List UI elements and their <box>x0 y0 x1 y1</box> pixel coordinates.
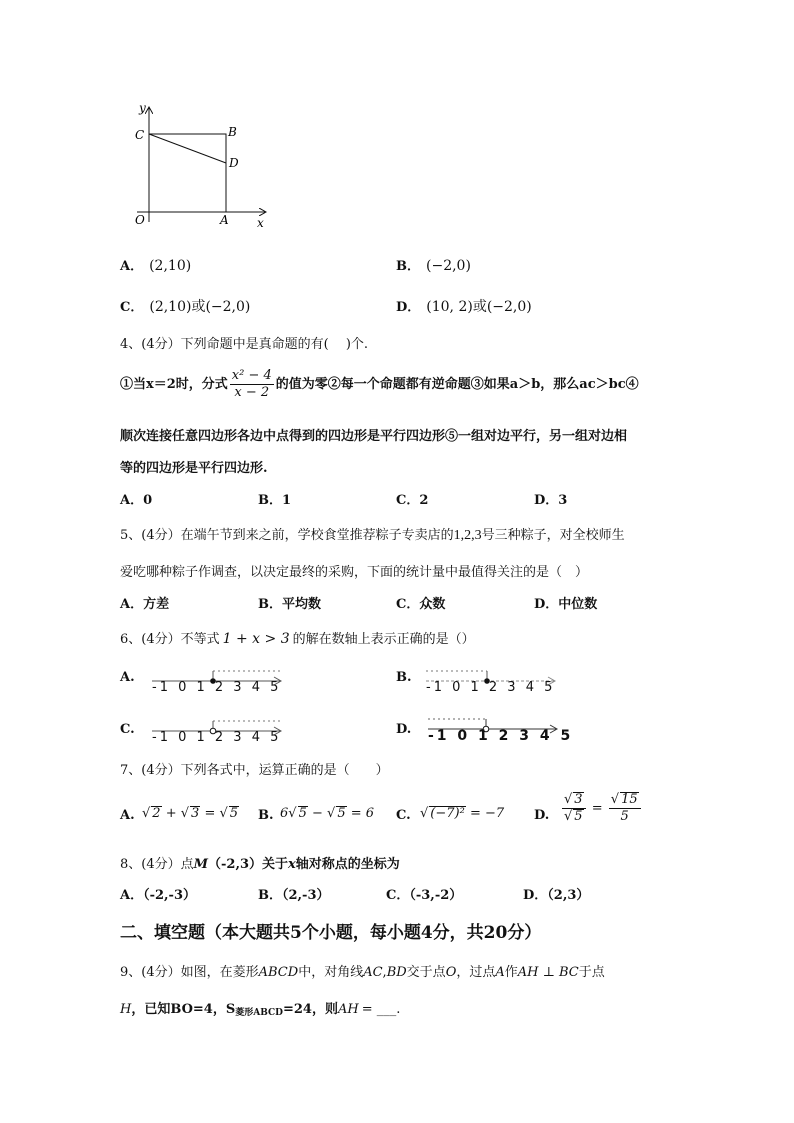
q7-letter-b: B. <box>258 808 274 823</box>
label-c: C <box>135 128 145 142</box>
q6-numberline-c: -1 0 1 2 3 4 5 <box>152 718 287 748</box>
q9-line2: H，已知BO=4，S菱形ABCD=24，则AH = ___. <box>120 1002 401 1018</box>
q3-option-c: C． (2,10)或(−2,0) <box>120 299 251 315</box>
q4-option-d: D．3 <box>534 493 568 508</box>
q3-option-d: D． (10, 2)或(−2,0) <box>396 299 532 315</box>
q5-option-d: D．中位数 <box>534 597 598 612</box>
q7-expr-d: $\frac{√ 3}{√ 5}$ = $\frac{√ 15}{5}$ <box>560 792 643 825</box>
q4-option-a: A．0 <box>120 493 153 508</box>
q4-line3: 等的四边形是平行四边形. <box>120 461 268 476</box>
q4-option-c: C．2 <box>396 493 429 508</box>
q8-option-a: A．（-2,-3） <box>120 888 196 903</box>
q6-numberline-a: -1 0 1 2 3 4 5 <box>152 668 287 698</box>
q6-letter-a: A. <box>120 670 135 685</box>
segment-CD <box>149 134 226 163</box>
q4-option-b: B．1 <box>258 493 292 508</box>
label-y: y <box>139 101 146 115</box>
q6-letter-c: C. <box>120 722 135 737</box>
q6-letter-b: B. <box>396 670 412 685</box>
q3-option-a: A． (2,10) <box>120 258 192 274</box>
q7-letter-a: A. <box>120 808 135 823</box>
q8-option-d: D．（2,3） <box>523 888 590 903</box>
q4-line1: ①当x＝2时，分式 $\frac{\text{x² − 4}}{x - 2}$ 的值为零②每一个命题都有逆命题③如果a＞b，那么ac＞bc④ <box>120 368 639 400</box>
q7-expr-a: √ 2 + √ 3 = √ 5 <box>142 806 239 821</box>
q5-option-a: A．方差 <box>120 597 170 612</box>
label-o: O <box>135 213 145 227</box>
q3-option-b: B． (−2,0) <box>396 258 471 274</box>
q8-option-c: C．（-3,-2） <box>386 888 463 903</box>
q7-letter-c: C. <box>396 808 411 823</box>
q4-stem: 4、(4分）下列命题中是真命题的有( )个. <box>120 337 369 352</box>
q8-stem: 8、(4分）点M（-2,3）关于x轴对称点的坐标为 <box>120 857 400 872</box>
q4-line2: 顺次连接任意四边形各边中点得到的四边形是平行四边形⑤一组对边平行，另一组对边相 <box>120 429 628 444</box>
coordinate-figure <box>125 100 275 230</box>
q7-expr-c: √ (−7)² = −7 <box>420 806 505 821</box>
label-b: B <box>228 125 237 139</box>
q7-letter-d: D. <box>534 808 550 823</box>
q7-stem: 7、(4分）下列各式中，运算正确的是（ ） <box>120 763 389 778</box>
q5-option-b: B．平均数 <box>258 597 321 612</box>
q5-line2: 爱吃哪种粽子作调查，以决定最终的采购，下面的统计量中最值得关注的是（ ） <box>120 565 589 580</box>
q9-line1: 9、(4分）如图，在菱形ABCD中，对角线AC,BD交于点O，过点A作AH ⊥ BC于点 <box>120 965 605 980</box>
q6-letter-d: D. <box>396 722 412 737</box>
q6-numberline-d: -1 0 1 2 3 4 5 <box>428 716 563 748</box>
label-x: x <box>257 216 264 230</box>
q4-fraction: $\frac{\text{x² − 4}}{x - 2}$ <box>231 368 272 400</box>
q5-option-c: C．众数 <box>396 597 446 612</box>
rectangle-OABC <box>149 134 226 212</box>
section-2-title: 二、填空题（本大题共5个小题，每小题4分，共20分） <box>120 923 542 943</box>
q7-expr-b: 6√ 5 − √ 5 = 6 <box>280 806 375 821</box>
q8-option-b: B．（2,-3） <box>258 888 330 903</box>
q5-line1: 5、(4分）在端午节到来之前，学校食堂推荐粽子专卖店的1,2,3号三种粽子，对全校师生 <box>120 528 625 543</box>
q6-numberline-b: -1 0 1 2 3 4 5 <box>426 668 561 698</box>
label-a: A <box>220 213 229 227</box>
q6-stem: 6、(4分）不等式 1 + x > 3 的解在数轴上表示正确的是（） <box>120 631 475 647</box>
label-d: D <box>229 156 239 170</box>
